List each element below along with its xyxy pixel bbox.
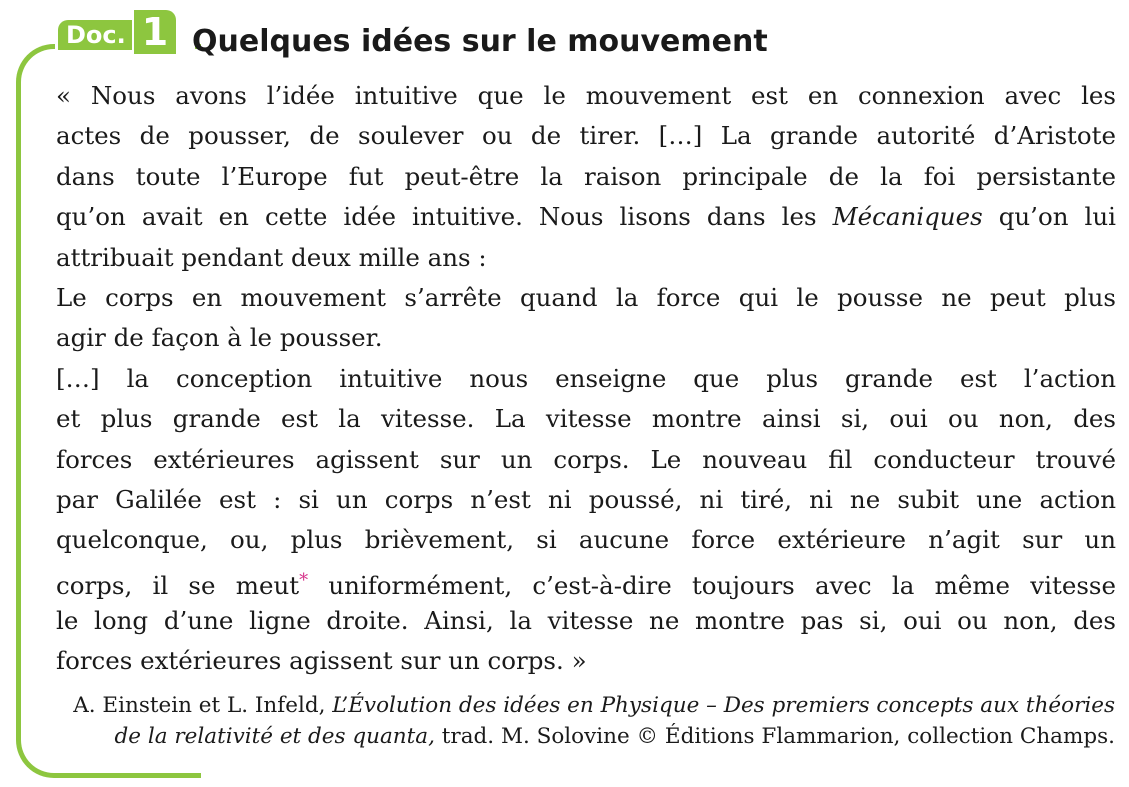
body-line: attribuait pendant deux mille ans : [56,242,487,272]
citation-publisher: trad. M. Solovine © Éditions Flammarion, collection Champs. [434,724,1115,749]
body-line: Le corps en mouvement s’arrête quand la force qui le pousse ne peut plus [56,282,1116,312]
body-line: forces extérieures agissent sur un corps. » [56,646,587,676]
document-title: Quelques idées sur le mouvement [192,24,768,59]
body-line: dans toute l’Europe fut peut-être la raison principale de la foi persistante [56,161,1116,191]
doc-badge-word: Doc. [58,20,132,50]
body-line: « Nous avons l’idée intuitive que le mouvement est en connexion avec les [56,81,1116,110]
body-line: […] la conception intuitive nous enseigne que plus grande est l’action [56,363,1116,393]
italic-title: Mécaniques [832,202,983,232]
citation-book-title: L’Évolution des idées en Physique – Des premiers concepts aux théories [332,693,1115,718]
body-line: le long d’une ligne droite. Ainsi, la vitesse ne montre pas si, oui ou non, des [56,606,1116,636]
body-text: corps, il se meut [56,570,300,600]
body-line: quelconque, ou, plus brièvement, si aucune force extérieure n’agit sur un [56,525,1116,555]
citation-authors: A. Einstein et L. Infeld, [73,693,333,718]
body-line [56,561,1116,601]
footnote-marker: * [299,569,309,591]
source-citation [55,690,1115,752]
body-line [56,197,1116,237]
body-line: et plus grande est la vitesse. La vitesse montre ainsi si, oui ou non, des [56,404,1116,434]
citation-line-1 [55,690,1115,721]
doc-badge-number: 1 [134,10,176,54]
quote-body [56,76,1116,682]
doc-badge [58,8,176,54]
body-text: uniformément, c’est-à-dire toujours avec la même vitesse [308,570,1116,600]
body-line: par Galilée est : si un corps n’est ni poussé, ni tiré, ni ne subit une action [56,484,1116,514]
citation-line-2 [55,721,1115,752]
citation-book-title-cont: de la relativité et des quanta, [114,724,435,749]
body-text: qu’on avait en cette idée intuitive. Nous lisons dans les [56,202,833,232]
body-line: forces extérieures agissent sur un corps. Le nouveau fil conducteur trouvé [56,444,1116,474]
body-line: actes de pousser, de soulever ou de tirer. […] La grande autorité d’Aristote [56,121,1116,151]
body-line: agir de façon à le pousser. [56,323,383,353]
body-text: qu’on lui [982,202,1116,232]
